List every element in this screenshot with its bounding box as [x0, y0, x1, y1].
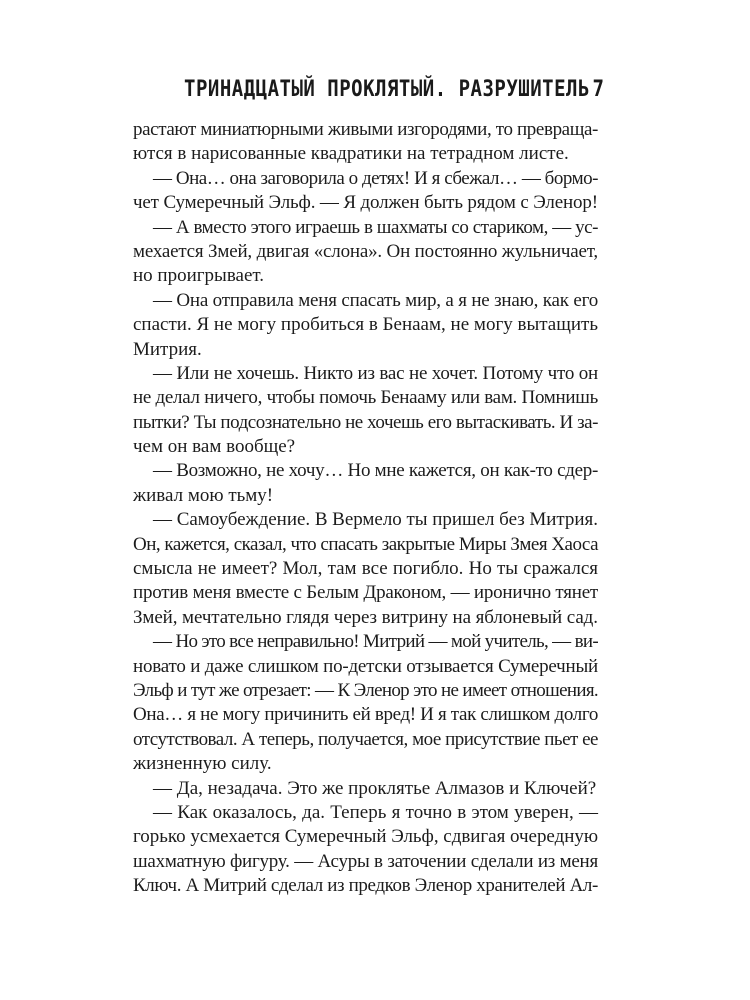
text-line: — Она отправила меня спасать мир, а я не знаю, как его — [153, 289, 598, 311]
text-line: новато и даже слишком по-детски отзывается Сумеречный — [133, 655, 598, 677]
text-line: — Как оказалось, да. Теперь я точно в этом уверен, — — [153, 801, 598, 823]
text-line: мехается Змей, двигая «слона». Он постоянно жульничает, — [133, 240, 598, 262]
text-line: пытки? Ты подсознательно не хочешь его вытаскивать. И за- — [133, 411, 598, 433]
text-line: — Но это все неправильно! Митрий — мой учитель, — ви- — [153, 631, 598, 653]
text-line: чет Сумеречный Эльф. — Я должен быть рядом с Эленор! — [133, 192, 598, 214]
text-line: — А вместо этого играешь в шахматы со стариком, — ус- — [153, 216, 598, 238]
text-line: против меня вместе с Белым Драконом, — иронично тянет — [133, 582, 598, 604]
text-line: жизненную силу. — [133, 753, 272, 775]
text-line: но проигрывает. — [133, 265, 265, 287]
text-line: живал мою тьму! — [133, 484, 274, 506]
text-line: Она… я не могу причинить ей вред! И я так слишком долго — [133, 704, 598, 726]
text-line: спасти. Я не могу пробиться в Бенаам, не могу вытащить — [133, 314, 598, 336]
text-line: Митрия. — [133, 338, 202, 360]
text-line: — Да, незадача. Это же проклятье Алмазов и Ключей? — [153, 777, 597, 799]
text-line: Эльф и тут же отрезает: — К Эленор это не имеет отношения. — [133, 679, 598, 701]
text-line: — Или не хочешь. Никто из вас не хочет. Потому что он — [153, 362, 598, 384]
text-line: растают миниатюрными живыми изгородями, то превраща- — [133, 119, 598, 140]
text-line: — Самоубеждение. В Вермело ты пришел без Митрия. — [153, 509, 598, 531]
text-line: — Она… она заговорила о детях! И я сбежал… — бормо- — [153, 167, 598, 189]
body-text — [133, 118, 598, 899]
text-line: шахматную фигуру. — Асуры в заточении сделали из меня — [133, 850, 598, 872]
text-line: Ключ. А Митрий сделал из предков Эленор хранителей Ал- — [133, 875, 598, 897]
text-line: Он, кажется, сказал, что спасать закрытые Миры Змея Хаоса — [133, 533, 598, 555]
text-line: ются в нарисованные квадратики на тетрадном листе. — [133, 143, 569, 165]
text-line: — Возможно, не хочу… Но мне кажется, он как-то сдер- — [153, 460, 598, 482]
text-line: отсутствовал. А теперь, получается, мое присутствие пьет ее — [133, 728, 598, 750]
text-line: смысла не имеет? Мол, там все погибло. Но ты сражался — [133, 558, 598, 580]
running-header — [184, 74, 604, 104]
text-line: не делал ничего, чтобы помочь Бенааму или вам. Помнишь — [133, 387, 598, 409]
running-title: ТРИНАДЦАТЫЙ ПРОКЛЯТЫЙ. РАЗРУШИТЕЛЬ — [184, 76, 590, 102]
text-line: Змей, мечтательно глядя через витрину на яблоневый сад. — [133, 606, 598, 628]
text-line: горько усмехается Сумеречный Эльф, сдвигая очередную — [133, 826, 598, 848]
text-line: чем он вам вообще? — [133, 436, 296, 458]
page-number: 7 — [592, 76, 604, 102]
